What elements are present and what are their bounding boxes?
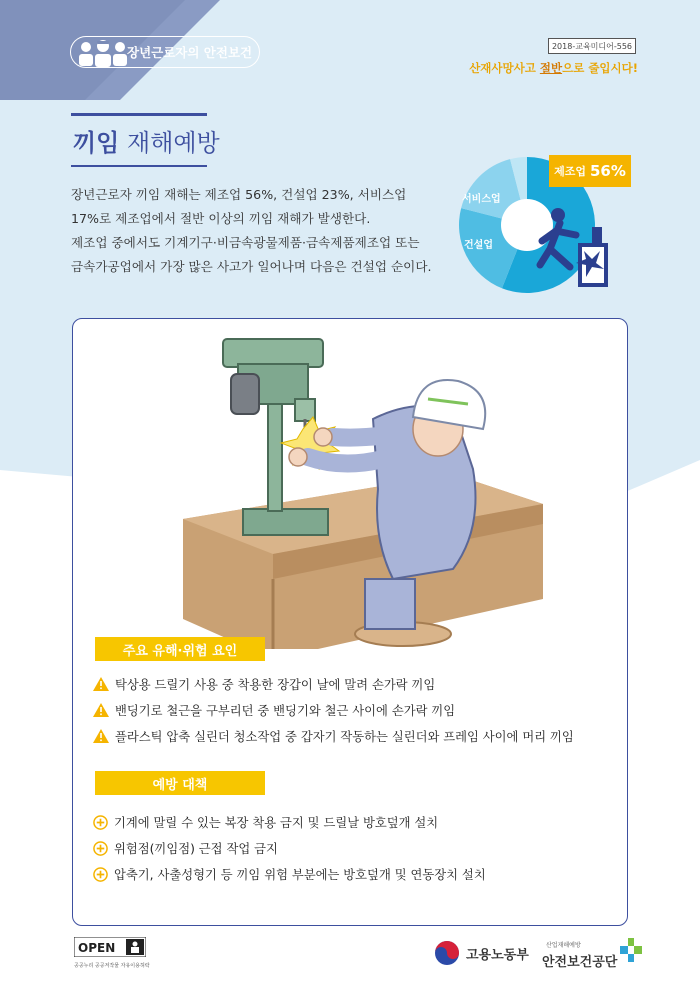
content-card bbox=[72, 318, 628, 926]
list-item: 압축기, 사출성형기 등 끼임 위험 부분에는 방호덮개 및 연동장치 설치 bbox=[93, 861, 486, 887]
plus-circle-icon bbox=[93, 815, 108, 830]
intro-line: 금속가공업에서 가장 많은 사고가 일어나며 다음은 건설업 순이다. bbox=[71, 259, 432, 274]
list-item: 밴딩기로 철근을 구부리던 중 밴딩기와 철근 사이에 손가락 끼임 bbox=[93, 697, 574, 723]
kosha-name: 안전보건공단 bbox=[542, 955, 618, 970]
list-item: 위험점(끼임점) 근접 작업 금지 bbox=[93, 835, 486, 861]
prevention-heading: 예방 대책 bbox=[95, 771, 265, 795]
warning-icon bbox=[93, 729, 109, 743]
open-license-icon bbox=[74, 937, 146, 957]
intro-paragraph bbox=[71, 183, 451, 279]
list-item: 탁상용 드릴기 사용 중 착용한 장갑이 날에 말려 손가락 끼임 bbox=[93, 671, 574, 697]
hazards-list bbox=[93, 671, 574, 749]
kosha-cross-icon bbox=[620, 936, 642, 966]
series-title: 장년근로자의 안전보건 bbox=[127, 45, 253, 60]
open-license-sub: 공공누리 공공저작물 자유이용허락 bbox=[74, 963, 150, 969]
open-label: OPEN bbox=[78, 941, 116, 955]
pie-hole bbox=[501, 199, 553, 251]
series-title-pill bbox=[70, 36, 260, 68]
plus-circle-icon bbox=[93, 841, 108, 856]
list-item: 기계에 말릴 수 있는 복장 착용 금지 및 드릴날 방호덮개 설치 bbox=[93, 809, 486, 835]
hazards-heading: 주요 유해·위험 요인 bbox=[95, 637, 265, 661]
intro-line: 17%로 제조업에서 절반 이상의 끼임 재해가 발생한다. bbox=[71, 211, 371, 226]
list-item: 플라스틱 압축 실린더 청소작업 중 갑자기 작동하는 실린더와 프레임 사이에 머리 끼임 bbox=[93, 723, 574, 749]
title-top-rule bbox=[71, 113, 207, 116]
pie-label-service: 서비스업 bbox=[462, 194, 501, 205]
ministry-logo bbox=[434, 940, 529, 966]
slogan: 산재사망사고 절반으로 줄입시다! bbox=[469, 61, 638, 75]
prevention-list bbox=[93, 809, 486, 887]
intro-line: 제조업 중에서도 기계기구·비금속광물제품·금속제품제조업 또는 bbox=[71, 235, 420, 250]
warning-icon bbox=[93, 703, 109, 717]
warning-icon bbox=[93, 677, 109, 691]
title-bottom-rule bbox=[71, 165, 207, 167]
publication-code: 2018-교육미디어-556 bbox=[548, 38, 636, 54]
pie-label-construction: 건설업 bbox=[464, 240, 493, 251]
kosha-small-text: 산업재해예방 bbox=[546, 942, 581, 949]
page-title: 끼임 재해예방 bbox=[73, 129, 220, 157]
drill-press-accident-illustration bbox=[73, 319, 628, 649]
plus-circle-icon bbox=[93, 867, 108, 882]
ministry-name: 고용노동부 bbox=[466, 947, 529, 963]
open-license-mark bbox=[74, 937, 150, 969]
kosha-logo bbox=[540, 936, 640, 972]
manufacturing-badge: 제조업 56% bbox=[549, 155, 631, 187]
intro-line: 장년근로자 끼임 재해는 제조업 56%, 건설업 23%, 서비스업 bbox=[71, 187, 407, 202]
taegeuk-icon bbox=[434, 940, 460, 966]
